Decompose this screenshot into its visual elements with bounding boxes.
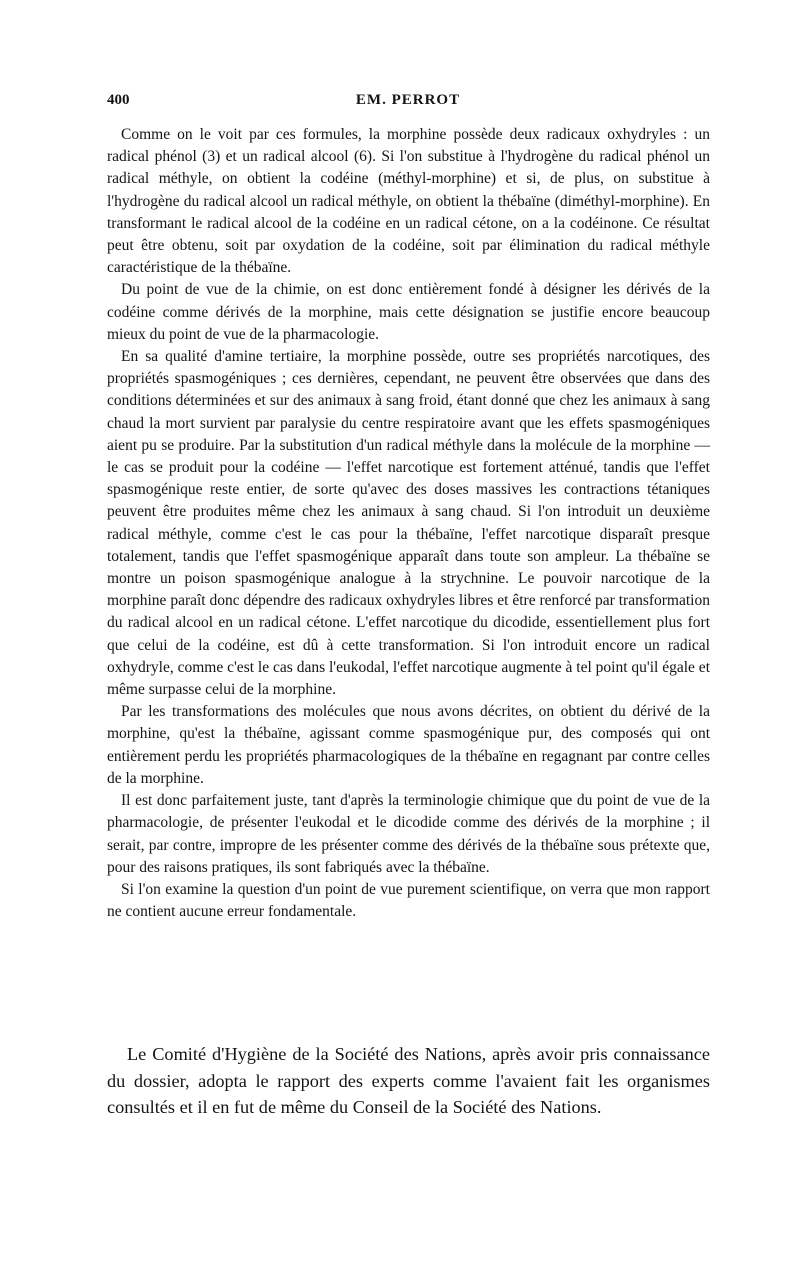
paragraph: Par les transformations des molécules que nous avons décrites, on obtient du dérivé de la morphine, qu'est la thébaïne, agissant comme spasmogénique pur, des composés qui ont entièrement perdu les propriétés pharmacologiques de la thébaïne en regagnant par contre celles de la morphine.	[107, 703, 710, 787]
conclusion-block	[107, 1041, 710, 1121]
conclusion-paragraph: Le Comité d'Hygiène de la Société des Nations, après avoir pris connaissance du dossier, adopta le rapport des experts comme l'avaient fait les organismes consultés et il en fut de même du Conseil de la Société des Nations.	[107, 1044, 710, 1118]
paragraph: En sa qualité d'amine tertiaire, la morphine possède, outre ses propriétés narcotiques, des propriétés spasmogéniques ; ces dernières, cependant, ne peuvent être observées que dans des conditions déterminées et sur des animaux à sang froid, étant donné que chez les animaux à sang chaud la mort survient par paralysie du centre respiratoire avant que les effets spasmogéniques aient pu se produire. Par la substitution d'un radical méthyle dans la molécule de la morphine — le cas se produit pour la codéine — l'effet narcotique est fortement atténué, tandis que l'effet spasmogénique reste entier, de sorte qu'avec des doses massives les contractions tétaniques peuvent être produites même chez les animaux à sang chaud. Si l'on introduit un deuxième radical méthyle, comme c'est le cas pour la thébaïne, l'effet narcotique disparaît presque totalement, tandis que l'effet spasmogénique apparaît dans toute son ampleur. La thébaïne se montre un poison spasmogénique analogue à la strychnine. Le pouvoir narcotique de la morphine paraît donc dépendre des radicaux oxhydryles libres et être renforcé par transformation du radical alcool en un radical cétone. L'effet narcotique du dicodide, essentiellement plus fort que celui de la codéine, est dû à cette transformation. Si l'on introduit encore un radical oxhydryle, comme c'est le cas dans l'eukodal, l'effet narcotique augmente à tel point qu'il égale et même surpasse celui de la morphine.	[107, 348, 710, 699]
page-number: 400	[107, 92, 130, 108]
paragraph: Comme on le voit par ces formules, la morphine possède deux radicaux oxhydryles : un radical phénol (3) et un radical alcool (6). Si l'on substitue à l'hydrogène du radical phénol un radical méthyle, on obtient la codéine (méthyl-morphine) et si, de plus, on substitue à l'hydrogène du radical alcool un radical méthyle, on obtient la thébaïne (diméthyl-morphine). En transformant le radical alcool de la codéine en un radical cétone, on a la codéinone. Ce résultat peut être obtenu, soit par oxydation de la codéine, soit par élimination du radical méthyle caractéristique de la thébaïne.	[107, 126, 710, 277]
paragraph: Il est donc parfaitement juste, tant d'après la terminologie chimique que du point de vue de la pharmacologie, de présenter l'eukodal et le dicodide comme des dérivés de la morphine ; il serait, par contre, impropre de les présenter comme des dérivés de la thébaïne sous prétexte que, pour des raisons pratiques, ils sont fabriqués avec la thébaïne.	[107, 792, 710, 876]
paragraph: Si l'on examine la question d'un point de vue purement scientifique, on verra que mon rapport ne contient aucune erreur fondamentale.	[107, 880, 710, 921]
page-header	[107, 92, 709, 114]
paragraph: Du point de vue de la chimie, on est donc entièrement fondé à désigner les dérivés de la codéine comme dérivés de la morphine, mais cette désignation se justifie encore beaucoup mieux du point de vue de la pharmacologie.	[107, 281, 710, 343]
body-text	[107, 124, 710, 923]
running-head: EM. PERROT	[355, 92, 461, 108]
